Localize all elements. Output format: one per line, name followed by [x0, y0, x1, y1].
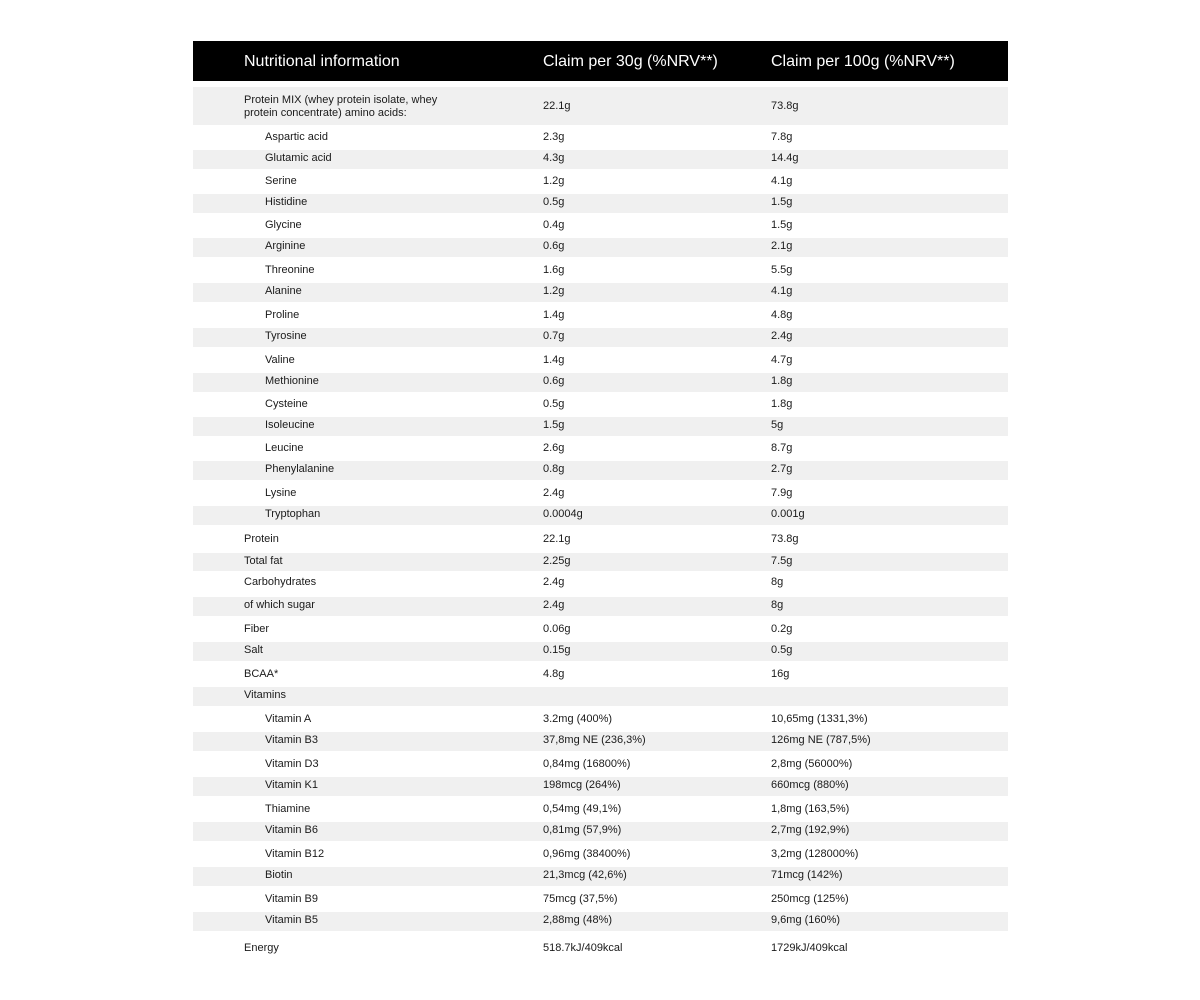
- value-per-100g: 4.8g: [771, 309, 793, 321]
- table-row-vitamin-b3: [193, 732, 1008, 751]
- value-per-100g: 5.5g: [771, 264, 793, 276]
- table-header: [193, 41, 1008, 81]
- table-body: [193, 87, 1008, 965]
- nutrient-name: Glycine: [265, 219, 302, 231]
- value-per-100g: 1.5g: [771, 219, 793, 231]
- table-row-total-fat: [193, 553, 1008, 571]
- nutrient-name: [244, 94, 437, 120]
- nutrient-name: Salt: [244, 644, 263, 656]
- nutrient-name: Vitamin D3: [265, 758, 319, 770]
- value-per-30g: 2,88mg (48%): [543, 914, 613, 926]
- value-per-100g: 8g: [771, 576, 784, 588]
- value-per-30g: 0.8g: [543, 463, 565, 475]
- table-row-histidine: [193, 194, 1008, 213]
- table-row-vitamin-k1: [193, 777, 1008, 796]
- value-per-30g: 0,81mg (57,9%): [543, 824, 622, 836]
- value-per-30g: 2.6g: [543, 442, 565, 454]
- value-per-30g: 1.4g: [543, 309, 565, 321]
- nutrient-name: Tyrosine: [265, 330, 307, 342]
- table-row-vitamin-b5: [193, 912, 1008, 931]
- value-per-30g: 0,96mg (38400%): [543, 848, 631, 860]
- header-claim-per-100g: Claim per 100g (%NRV**): [771, 53, 955, 70]
- nutrient-name: Alanine: [265, 285, 302, 297]
- table-row-serine: [193, 169, 1008, 194]
- value-per-100g: 8g: [771, 599, 784, 611]
- value-per-30g: 2.25g: [543, 555, 571, 567]
- value-per-30g: 2.4g: [543, 576, 565, 588]
- nutrient-name: Phenylalanine: [265, 463, 335, 475]
- table-row-phenylalanine: [193, 461, 1008, 480]
- table-row-glutamic-acid: [193, 150, 1008, 169]
- value-per-30g: 198mcg (264%): [543, 779, 621, 791]
- table-row-vitamin-b6: [193, 822, 1008, 841]
- nutrient-name: Vitamin B6: [265, 824, 318, 836]
- value-per-30g: 518.7kJ/409kcal: [543, 942, 623, 954]
- table-row-vitamin-a: [193, 706, 1008, 732]
- table-row-vitamins: [193, 687, 1008, 706]
- value-per-100g: 73.8g: [771, 100, 799, 112]
- table-row-protein-mix-whey-protein-isolate-whey-pr: [193, 87, 1008, 125]
- table-row-fiber: [193, 616, 1008, 642]
- value-per-100g: 1729kJ/409kcal: [771, 942, 848, 954]
- value-per-100g: 2,8mg (56000%): [771, 758, 853, 770]
- nutrient-name: Valine: [265, 354, 295, 366]
- table-row-salt: [193, 642, 1008, 661]
- table-row-protein: [193, 525, 1008, 553]
- value-per-100g: 660mcg (880%): [771, 779, 849, 791]
- value-per-100g: 3,2mg (128000%): [771, 848, 859, 860]
- header-nutritional-information: Nutritional information: [244, 53, 400, 70]
- value-per-30g: 4.3g: [543, 152, 565, 164]
- value-per-30g: 75mcg (37,5%): [543, 893, 618, 905]
- nutrient-name: Carbohydrates: [244, 576, 317, 588]
- nutrient-name: Energy: [244, 942, 279, 954]
- table-row-glycine: [193, 213, 1008, 238]
- nutrient-name: Isoleucine: [265, 419, 315, 431]
- nutrient-name: Lysine: [265, 487, 297, 499]
- value-per-100g: 8.7g: [771, 442, 793, 454]
- nutrient-name: Fiber: [244, 623, 270, 635]
- header-claim-per-30g: Claim per 30g (%NRV**): [543, 53, 718, 70]
- nutrient-name: Vitamin B5: [265, 914, 318, 926]
- value-per-30g: 2.4g: [543, 599, 565, 611]
- table-row-threonine: [193, 257, 1008, 283]
- table-row-vitamin-b9: [193, 886, 1008, 912]
- nutrient-name: Vitamin B9: [265, 893, 318, 905]
- nutrient-name: BCAA*: [244, 668, 279, 680]
- value-per-100g: 4.1g: [771, 175, 793, 187]
- value-per-30g: 1.4g: [543, 354, 565, 366]
- nutrient-name: Vitamin B3: [265, 734, 318, 746]
- value-per-100g: 10,65mg (1331,3%): [771, 713, 868, 725]
- table-row-proline: [193, 302, 1008, 328]
- nutrient-name: Proline: [265, 309, 300, 321]
- value-per-30g: 0.15g: [543, 644, 571, 656]
- value-per-100g: 1,8mg (163,5%): [771, 803, 850, 815]
- value-per-30g: 1.2g: [543, 285, 565, 297]
- table-row-carbohydrates: [193, 571, 1008, 597]
- value-per-30g: 0,84mg (16800%): [543, 758, 631, 770]
- table-row-aspartic-acid: [193, 125, 1008, 150]
- table-row-vitamin-b12: [193, 841, 1008, 867]
- value-per-100g: 73.8g: [771, 533, 799, 545]
- value-per-100g: 1.8g: [771, 375, 793, 387]
- value-per-100g: 4.7g: [771, 354, 793, 366]
- value-per-30g: 22.1g: [543, 100, 571, 112]
- table-row-leucine: [193, 436, 1008, 461]
- value-per-30g: 1.5g: [543, 419, 565, 431]
- table-row-tryptophan: [193, 506, 1008, 525]
- nutrient-name: Methionine: [265, 375, 319, 387]
- nutrient-name: Leucine: [265, 442, 304, 454]
- value-per-30g: 0.6g: [543, 240, 565, 252]
- value-per-30g: 0.0004g: [543, 508, 583, 520]
- table-row-bcaa: [193, 661, 1008, 687]
- value-per-100g: 4.1g: [771, 285, 793, 297]
- value-per-100g: 7.5g: [771, 555, 793, 567]
- value-per-100g: 16g: [771, 668, 790, 680]
- value-per-30g: 1.6g: [543, 264, 565, 276]
- value-per-100g: 14.4g: [771, 152, 799, 164]
- value-per-30g: 0.06g: [543, 623, 571, 635]
- value-per-30g: 21,3mcg (42,6%): [543, 869, 627, 881]
- nutrient-name: Cysteine: [265, 398, 308, 410]
- value-per-100g: 1.8g: [771, 398, 793, 410]
- value-per-100g: 0.2g: [771, 623, 793, 635]
- value-per-30g: 22.1g: [543, 533, 571, 545]
- nutrient-name: Total fat: [244, 555, 283, 567]
- value-per-100g: 1.5g: [771, 196, 793, 208]
- table-row-cysteine: [193, 392, 1008, 417]
- value-per-100g: 126mg NE (787,5%): [771, 734, 871, 746]
- value-per-100g: 2.1g: [771, 240, 793, 252]
- nutrient-name: Vitamin K1: [265, 779, 318, 791]
- nutrient-name: Histidine: [265, 196, 308, 208]
- value-per-100g: 2.4g: [771, 330, 793, 342]
- nutrient-name: Serine: [265, 175, 297, 187]
- table-row-valine: [193, 347, 1008, 373]
- nutrient-name: Protein: [244, 533, 279, 545]
- nutrient-name: of which sugar: [244, 599, 315, 611]
- value-per-100g: 7.9g: [771, 487, 793, 499]
- value-per-30g: 4.8g: [543, 668, 565, 680]
- table-row-energy: [193, 931, 1008, 965]
- value-per-30g: 0.5g: [543, 196, 565, 208]
- nutrient-name-line-1: Protein MIX (whey protein isolate, whey: [244, 94, 438, 106]
- nutrition-table: [193, 41, 1008, 965]
- table-row-of-which-sugar: [193, 597, 1008, 616]
- nutrient-name: Vitamin B12: [265, 848, 325, 860]
- table-row-alanine: [193, 283, 1008, 302]
- value-per-30g: 1.2g: [543, 175, 565, 187]
- table-row-isoleucine: [193, 417, 1008, 436]
- value-per-100g: 2.7g: [771, 463, 793, 475]
- nutrient-name: Aspartic acid: [265, 131, 328, 143]
- value-per-100g: 2,7mg (192,9%): [771, 824, 850, 836]
- value-per-30g: 0.4g: [543, 219, 565, 231]
- value-per-100g: 71mcg (142%): [771, 869, 843, 881]
- value-per-30g: 2.4g: [543, 487, 565, 499]
- value-per-100g: 9,6mg (160%): [771, 914, 841, 926]
- value-per-30g: 0.6g: [543, 375, 565, 387]
- nutrient-name-line-2: protein concentrate) amino acids:: [244, 107, 407, 119]
- table-row-methionine: [193, 373, 1008, 392]
- nutrient-name: Thiamine: [265, 803, 311, 815]
- value-per-100g: 0.001g: [771, 508, 805, 520]
- nutrient-name: Biotin: [265, 869, 293, 881]
- value-per-30g: 37,8mg NE (236,3%): [543, 734, 646, 746]
- value-per-30g: 0,54mg (49,1%): [543, 803, 622, 815]
- nutrient-name: Vitamin A: [265, 713, 312, 725]
- nutrient-name: Tryptophan: [265, 508, 321, 520]
- value-per-100g: 250mcg (125%): [771, 893, 849, 905]
- value-per-30g: 0.5g: [543, 398, 565, 410]
- table-row-lysine: [193, 480, 1008, 506]
- table-row-vitamin-d3: [193, 751, 1008, 777]
- table-row-arginine: [193, 238, 1008, 257]
- table-row-tyrosine: [193, 328, 1008, 347]
- nutrient-name: Arginine: [265, 240, 306, 252]
- value-per-30g: 2.3g: [543, 131, 565, 143]
- nutrient-name: Threonine: [265, 264, 315, 276]
- nutrient-name: Glutamic acid: [265, 152, 332, 164]
- nutrient-name: Vitamins: [244, 689, 286, 701]
- table-row-thiamine: [193, 796, 1008, 822]
- value-per-100g: 7.8g: [771, 131, 793, 143]
- value-per-100g: 0.5g: [771, 644, 793, 656]
- value-per-100g: 5g: [771, 419, 784, 431]
- value-per-30g: 3.2mg (400%): [543, 713, 613, 725]
- value-per-30g: 0.7g: [543, 330, 565, 342]
- table-row-biotin: [193, 867, 1008, 886]
